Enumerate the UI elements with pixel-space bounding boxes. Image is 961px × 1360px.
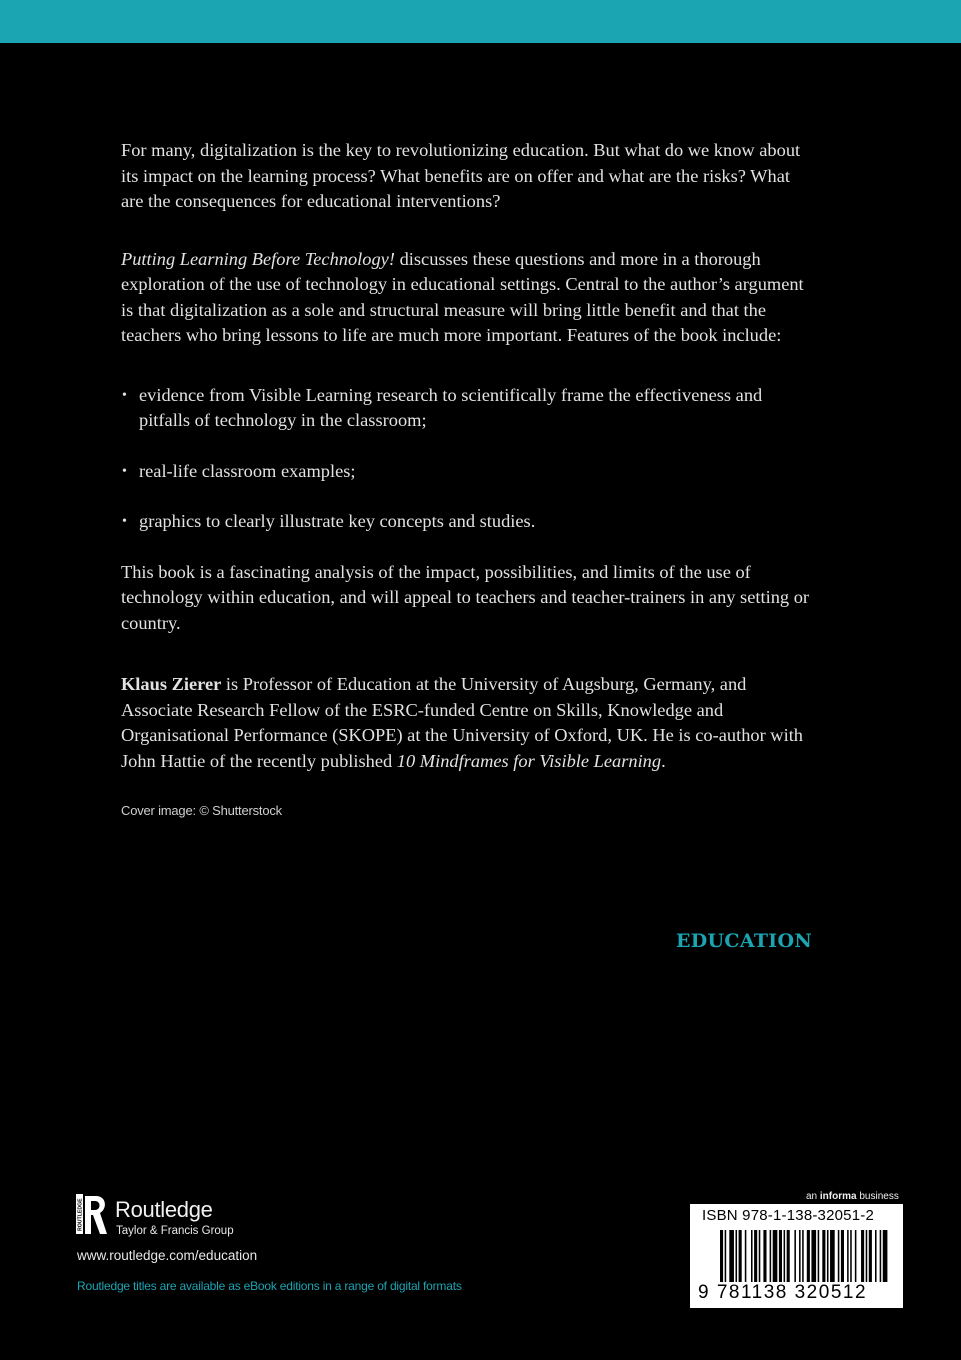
- publisher-url-link[interactable]: www.routledge.com/education: [77, 1248, 258, 1263]
- barcode-bar: [869, 1230, 872, 1282]
- back-cover-description: [121, 138, 811, 824]
- logo-vertical-text: ROUTLEDGE: [77, 1198, 84, 1231]
- barcode-bar: [866, 1230, 868, 1282]
- barcode-bar: [763, 1230, 766, 1282]
- barcode-bar: [736, 1230, 738, 1282]
- barcode-bar: [818, 1230, 820, 1282]
- publisher-name: Routledge: [115, 1197, 213, 1222]
- barcode-bar: [880, 1230, 882, 1282]
- features-list: [121, 383, 811, 535]
- list-item: [121, 383, 811, 434]
- barcode-bar: [799, 1230, 801, 1282]
- publisher-group: Taylor & Francis Group: [116, 1225, 234, 1237]
- barcode-bar: [830, 1230, 835, 1282]
- list-item: [121, 509, 811, 535]
- barcode-bar: [802, 1230, 804, 1282]
- barcode-bar: [883, 1230, 888, 1282]
- barcode-bar: [754, 1230, 757, 1282]
- bullet-icon: •: [122, 463, 127, 479]
- category-label: EDUCATION: [676, 930, 812, 952]
- author-bio-text: is Professor of Education at the University of Augsburg, Germany, and Associate Research Fellow of the ESRC-funded Centre on Skills, Knowledge and Organisational Performance (SKOPE) at the University of Oxford, UK. He is co-author with John Hattie of the recently published: [121, 674, 803, 771]
- barcode-bar: [759, 1230, 761, 1282]
- informa-prefix: an: [806, 1191, 820, 1202]
- barcode-bar: [784, 1230, 786, 1282]
- barcode-bar: [841, 1230, 844, 1282]
- cover-credit: Cover image: © Shutterstock: [121, 803, 282, 818]
- barcode-bar: [745, 1230, 747, 1282]
- isbn-label: ISBN 978-1-138-32051-2: [702, 1207, 875, 1224]
- barcode-bar: [725, 1230, 727, 1282]
- barcode-bar: [861, 1230, 864, 1282]
- barcode-bar: [822, 1230, 825, 1282]
- intro-paragraph: For many, digitalization is the key to revolutionizing education. But what do we know about its impact on the learning process? What benefits are on offer and what are the risks? What are the consequences for educational interventions?: [121, 140, 801, 211]
- barcode-bar: [773, 1230, 778, 1282]
- barcode-bar: [850, 1230, 852, 1282]
- ebook-note: Routledge titles are available as eBook editions in a range of digital formats: [77, 1279, 462, 1293]
- informa-brand: informa: [819, 1191, 857, 1202]
- barcode-bar: [807, 1230, 810, 1282]
- summary-paragraph: This book is a fascinating analysis of the impact, possibilities, and limits of the use of technology within education, and will appeal to teachers and teacher-trainers in any setting or country.: [121, 561, 810, 633]
- isbn-barcode: [690, 1204, 903, 1308]
- author-name: Klaus Zierer: [121, 674, 222, 694]
- list-item: [121, 459, 811, 485]
- barcode-bar: [751, 1230, 753, 1282]
- author-bio-paragraph: [121, 672, 811, 774]
- list-item-text: real-life classroom examples;: [139, 460, 356, 481]
- list-item-text: evidence from Visible Learning research to scientifically frame the effectiveness and pitfalls of technology in the classroom;: [139, 384, 763, 430]
- list-item-text: graphics to clearly illustrate key concepts and studies.: [139, 511, 536, 531]
- barcode-bar: [729, 1230, 734, 1282]
- top-accent-band: [0, 0, 961, 43]
- barcode-bar: [838, 1230, 840, 1282]
- description-text: discusses these questions and more in a thorough exploration of the use of technology in educational settings. Central to the author’s argument is that digitalization as a sole and structural measure will bring little benefit and that the teachers who bring lessons to life are much more important. Features of the book include:: [121, 248, 804, 345]
- barcode-bar: [827, 1230, 829, 1282]
- barcode-bar: [855, 1230, 857, 1282]
- bullet-icon: •: [122, 387, 127, 403]
- barcode-bar: [739, 1230, 742, 1282]
- barcode-bar: [811, 1230, 816, 1282]
- barcode-bar: [875, 1230, 877, 1282]
- barcode-bar: [770, 1230, 772, 1282]
- description-paragraph: [121, 247, 811, 349]
- barcode-digits: 9 781138 320512: [698, 1282, 868, 1303]
- informa-business-label: [806, 1191, 899, 1202]
- bullet-icon: •: [122, 514, 127, 529]
- barcode-bar: [847, 1230, 849, 1282]
- barcode-bar: [787, 1230, 790, 1282]
- barcode-bar: [794, 1230, 796, 1282]
- informa-suffix: business: [856, 1191, 899, 1202]
- author-bio-end: .: [661, 750, 666, 771]
- book-title-italic: Putting Learning Before Technology!: [121, 248, 395, 269]
- barcode-bar: [779, 1230, 782, 1282]
- barcode-bar: [720, 1230, 723, 1282]
- related-book-title: 10 Mindframes for Visible Learning: [396, 750, 662, 771]
